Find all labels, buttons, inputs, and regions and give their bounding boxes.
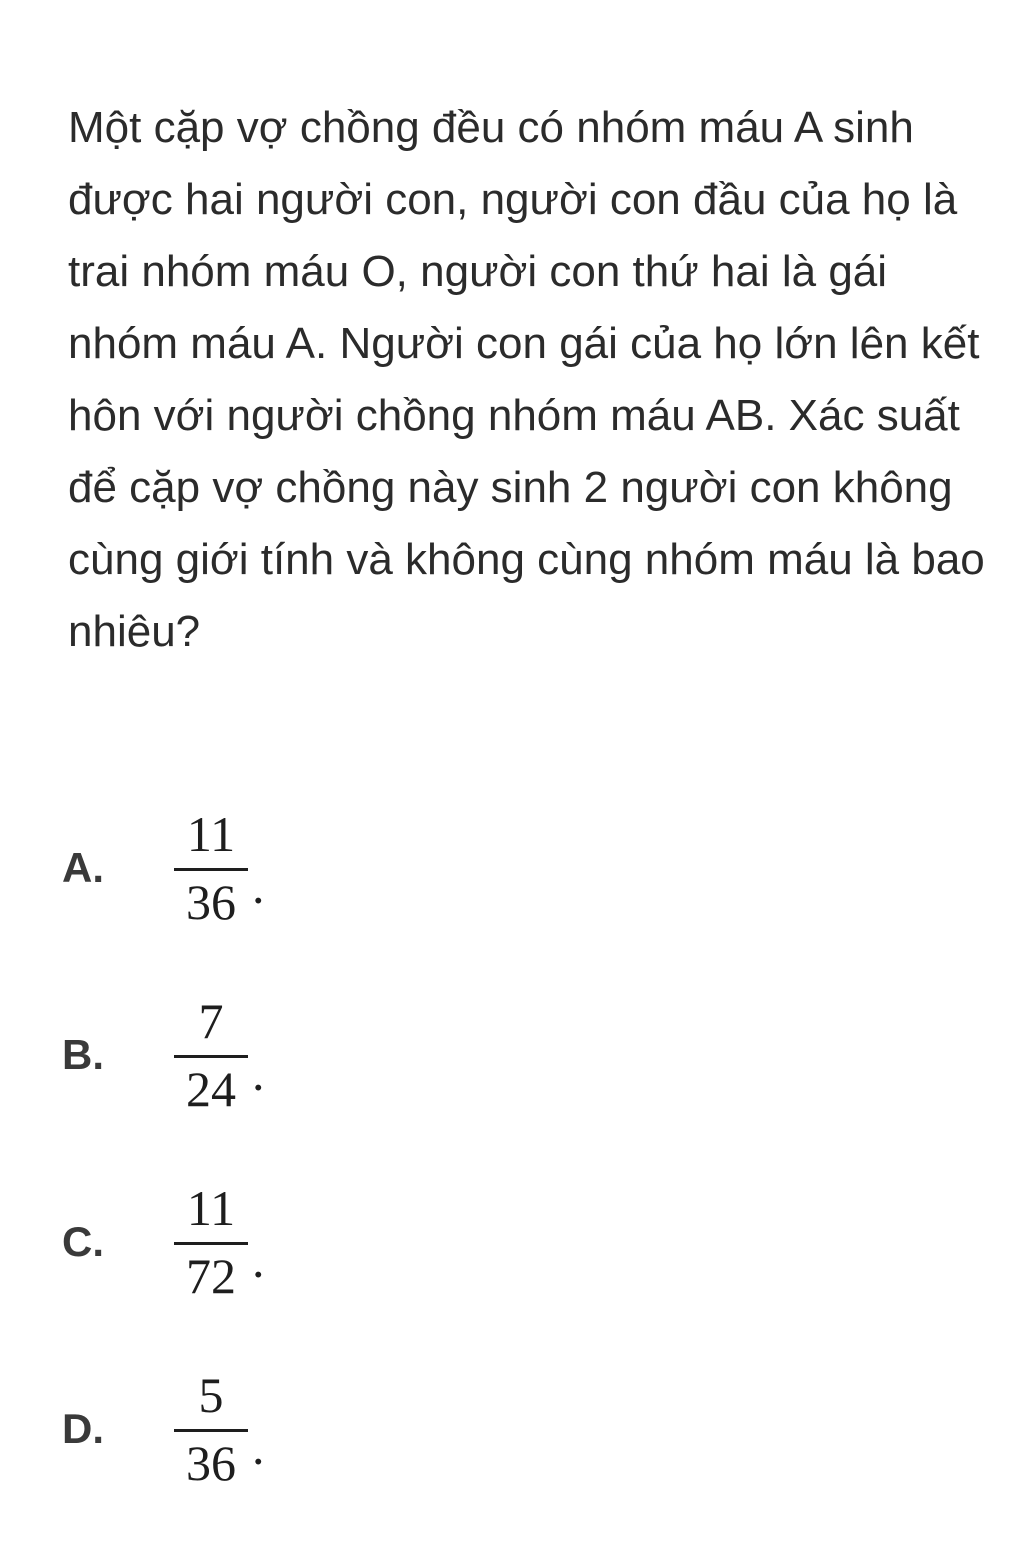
- option-b-label: B.: [62, 1031, 104, 1078]
- option-d-fraction-bar: [174, 1429, 248, 1432]
- option-a[interactable]: [62, 793, 662, 943]
- option-b-numerator: 7: [198, 993, 224, 1049]
- option-b-denominator: 24: [186, 1061, 236, 1117]
- option-a-fraction-bar: [174, 868, 248, 871]
- option-b-fraction: [174, 980, 248, 1130]
- option-b-fraction-bar: [174, 1055, 248, 1058]
- option-d-period: .: [252, 1419, 265, 1475]
- option-c-fraction-bar: [174, 1242, 248, 1245]
- option-b-period: .: [252, 1045, 265, 1101]
- option-d[interactable]: [62, 1354, 662, 1504]
- option-d-numerator: 5: [198, 1367, 224, 1423]
- option-b[interactable]: [62, 980, 662, 1130]
- option-d-denominator: 36: [186, 1435, 236, 1491]
- option-a-denominator: 36: [186, 874, 236, 930]
- option-c[interactable]: [62, 1167, 662, 1317]
- option-c-label: C.: [62, 1218, 104, 1265]
- option-a-fraction: [174, 793, 248, 943]
- option-c-denominator: 72: [186, 1248, 236, 1304]
- option-c-period: .: [252, 1232, 265, 1288]
- question-text: Một cặp vợ chồng đều có nhóm máu A sinh được hai người con, người con đầu của họ là trai nhóm máu O, người con thứ hai là gái nhóm máu A. Người con gái của họ lớn lên kết hôn với người chồng nhóm máu AB. Xác suất để cặp vợ chồng này sinh 2 người con không cùng giới tính và không cùng nhóm máu là bao nhiêu?: [68, 103, 985, 656]
- option-a-label: A.: [62, 844, 104, 891]
- option-d-label: D.: [62, 1405, 104, 1452]
- option-d-fraction: [174, 1354, 248, 1504]
- option-a-numerator: 11: [186, 806, 236, 862]
- option-c-numerator: 11: [186, 1180, 236, 1236]
- option-a-period: .: [252, 858, 265, 914]
- option-c-fraction: [174, 1167, 248, 1317]
